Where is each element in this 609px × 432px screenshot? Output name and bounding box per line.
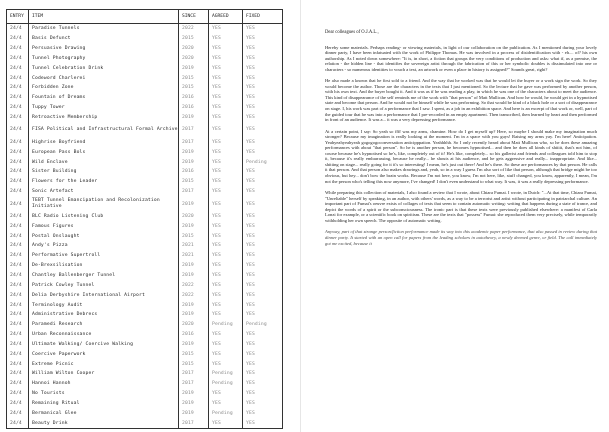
letter-paragraph-4: While preparing this collection of materials, I also found a review that I wrote, about Chiara Fumai. I wrote, in Dutch: "...At that time, Chiara Fumai, "Unreliable" herself by speaking, in an author, with others' words, as a way to be a terrorist and artist without participating in patriarchal culture. An important part of Fumai's oeuvre exists of collages of texts that seem to contain automatic writing: writing that happens during a state of trance, and depict the words of a spirit or the subconsciousness. The ironic part is that these texts were previously published elsewhere: a manifest of Carla Lonzi for example, or a scientific book on spiritism. These are the texts that "possess" Fumai: she reproduced them very precisely, while temporarily withholding her own speech. The opposite of automatic writing.	[325, 190, 597, 223]
cell-agreed: YES	[209, 221, 243, 231]
cell-fixed: YES	[246, 332, 255, 338]
cell-item: Ultimate Walking/ Coercive Walking	[29, 339, 179, 349]
cell-item: Administrative Debrecs	[29, 310, 179, 320]
cell-fixed: Pending	[246, 322, 267, 328]
cell-item: Extreme Picnic	[29, 359, 179, 369]
cell-entry: 24/4	[7, 310, 29, 320]
cell-entry: 24/4	[7, 167, 29, 177]
cell-entry: 24/4	[7, 261, 29, 271]
cell-agreed: YES	[209, 122, 243, 137]
cell-entry: 24/4	[7, 349, 29, 359]
table-row	[7, 339, 282, 349]
cell-since: 2022	[179, 24, 209, 34]
cell-fixed: YES	[246, 371, 255, 377]
table-row	[7, 103, 282, 113]
cell-fixed: YES	[246, 127, 255, 133]
cell-entry: 24/4	[7, 187, 29, 197]
cell-entry: 24/4	[7, 418, 29, 428]
cell-item: Persuasive Drawing	[29, 44, 179, 54]
cell-fixed: YES	[246, 105, 255, 111]
cell-entry: 24/4	[7, 251, 29, 261]
cell-fixed: YES	[246, 233, 255, 239]
cell-agreed: YES	[209, 103, 243, 113]
cell-entry: 24/4	[7, 280, 29, 290]
cell-fixed: YES	[246, 253, 255, 259]
cell-agreed: YES	[209, 290, 243, 300]
header-since: SINCE	[179, 10, 209, 23]
table-row	[7, 418, 282, 428]
cell-entry: 24/4	[7, 34, 29, 44]
cell-entry: 24/4	[7, 103, 29, 113]
header-item: ITEM	[29, 10, 179, 23]
cell-fixed: YES	[246, 149, 255, 155]
cell-fixed: YES	[246, 351, 255, 357]
cell-item: Retroactive Membership	[29, 113, 179, 123]
cell-item: Paramedi Research	[29, 320, 179, 330]
cell-since: 2017	[179, 187, 209, 197]
table-row	[7, 231, 282, 241]
table-row	[7, 24, 282, 34]
cell-since: 2020	[179, 212, 209, 222]
cell-fixed: YES	[246, 26, 255, 32]
cell-item: Andy's Pizza	[29, 241, 179, 251]
table-row	[7, 122, 282, 137]
cell-fixed: YES	[246, 400, 255, 406]
table-row	[7, 167, 282, 177]
letter-paragraph-1: Hereby some materials. Perhaps reading- or viewing materials, in light of our collaboration on the publication. As I mentioned during your lovely dinner party, I have been infatuated with the work of Philippe Thomas. He was involved in a process of disidentification with - eh.... of? his own authorship. As I noted down somewhere: "It is, in short, a fiction that groups the very conditions of production and asks: what if, as a premise, the relation - the hidden line - that identifies the sovereign artist through the fabrication of this or her symbolic doubles is dissimulated into one or characters - so numerous identities to vouch a text, an artwork or even a place in history is assigned?" Sounds great, right?	[325, 44, 597, 72]
cell-fixed: YES	[246, 179, 255, 185]
table-row	[7, 34, 282, 44]
letter-body	[325, 30, 597, 252]
cell-entry: 24/4	[7, 300, 29, 310]
cell-entry: 24/4	[7, 330, 29, 340]
cell-fixed: YES	[246, 410, 255, 416]
cell-entry: 24/4	[7, 231, 29, 241]
table-row	[7, 290, 282, 300]
cell-item: Basis Defunct	[29, 34, 179, 44]
cell-since: 2017	[179, 379, 209, 389]
cell-entry: 24/4	[7, 24, 29, 34]
table-row	[7, 280, 282, 290]
cell-fixed: YES	[246, 420, 255, 426]
cell-entry: 24/4	[7, 177, 29, 187]
table-row	[7, 73, 282, 83]
cell-item: Highrise Boyfriend	[29, 137, 179, 147]
cell-entry: 24/4	[7, 137, 29, 147]
cell-entry: 24/4	[7, 271, 29, 281]
cell-entry: 24/4	[7, 93, 29, 103]
cell-item: Forbidden Zone	[29, 83, 179, 93]
table-row	[7, 44, 282, 54]
cell-agreed: YES	[209, 399, 243, 409]
cell-item: Paradise Tunnels	[29, 24, 179, 34]
cell-entry: 24/4	[7, 339, 29, 349]
table-row	[7, 157, 282, 167]
table-row	[7, 187, 282, 197]
table-row	[7, 389, 282, 399]
cell-entry: 24/4	[7, 147, 29, 157]
table-row	[7, 93, 282, 103]
cell-since: 2015	[179, 359, 209, 369]
cell-since: 2019	[179, 408, 209, 418]
cell-agreed: YES	[209, 280, 243, 290]
cell-agreed: YES	[209, 251, 243, 261]
cell-fixed: YES	[246, 55, 255, 61]
cell-fixed: YES	[246, 201, 255, 207]
cell-item: Codeword Charlerei	[29, 73, 179, 83]
cell-entry: 24/4	[7, 54, 29, 64]
cell-fixed: YES	[246, 213, 255, 219]
cell-entry: 24/4	[7, 399, 29, 409]
cell-since: 2015	[179, 73, 209, 83]
cell-agreed: YES	[209, 241, 243, 251]
cell-item: Urban Reconnaissance	[29, 330, 179, 340]
table-row	[7, 212, 282, 222]
header-agreed: AGREED	[209, 10, 243, 23]
cell-since: 2019	[179, 339, 209, 349]
cell-item: Postal Onslaught	[29, 231, 179, 241]
cell-item: FISA Political and Infrastructural Formal Archive	[29, 122, 179, 137]
cell-fixed: YES	[246, 46, 255, 52]
cell-item: Terminology Audit	[29, 300, 179, 310]
cell-item: Fountain of Dreams	[29, 93, 179, 103]
cell-since: 2019	[179, 399, 209, 409]
cell-since: 2022	[179, 290, 209, 300]
cell-since: 2020	[179, 54, 209, 64]
cell-since: 2015	[179, 83, 209, 93]
cell-agreed: Pending	[209, 408, 243, 418]
cell-item: Coercive Paperwork	[29, 349, 179, 359]
cell-item: Performative Supertroll	[29, 251, 179, 261]
cell-item: Tuppy Tower	[29, 103, 179, 113]
table-row	[7, 399, 282, 409]
cell-fixed: YES	[246, 85, 255, 91]
ledger-body	[7, 24, 282, 428]
cell-item: Bermanical Glee	[29, 408, 179, 418]
letter-paragraph-2: He also made a known that he first sold to a friend. And the way that he worked was that he would let the buyer or a work sign the work. So they would become the author. Those are the characters in the texts that I just mentioned. So the lecture that he gave was performed by another person, with his own text. And the buyer bought it. And it was as if he was reading a play, in which he was one of the characters about to meet the audience. This kind of disappearance of the self reminds me of the work with "that person" of Matt Mullican. And how he would, he would get in a hypnotised state and become that person. And he would not be himself while he was performing. So that would be kind of a black hole or a sort of disappearance on stage. I, his work was part of a performance that I saw. I spent, as a job in an exhibition space. And here is an excerpt of that work or, well, part of the guided tour that he was into a performance that I pre-recorded in an empty apartment. Then transcribed, then learned by heart and then performed in front of an audience. It was a... it was a very depressing performance.	[325, 78, 597, 123]
table-row	[7, 359, 282, 369]
header-fixed: FIXED	[246, 14, 260, 19]
cell-entry: 24/4	[7, 113, 29, 123]
cell-fixed: Pending	[246, 159, 267, 165]
cell-since: 2016	[179, 93, 209, 103]
letter-paragraph-3: At a certain point, I say: So yeah so ffff was my arms, chamine. How do I get myself up? Here, so maybe I should make my imagination much stronger? Because my imagination is really looking at the moment. I'm in a space with you guys! Raising my arms yay. I'm here! Anticipation. Yeahyeahyeahyeah gogogogoconversation anticipppation. Yeahhhhh. So I only recently heard about Matt Mullican who, so he does these amazing performances with about "that person". So he is another person, he becomes hypnotised... and then he does all kinds of shiiiit, that's not him, of course because he's hypnotised so he's, like, completely out of it! He's like, completely... so his gallerist and friends and colleagues told him to stop it, because it's really embarrassing, because he really... he shouts at his audience, and he gets aggressive and really... inappropriate. And like... shitting on stage... really going for it it's so interesting! I mean, he's just out there! And he's there. So these are performances by that person. He calls it that person. And that person also makes drawings and, yeah, so in a way I guess I'm also sort of like that person, although that bridge might be too obvious, but hey... don't bow the brain works. Because I'm not here, you know, I'm not here, like, stuff changed, you know, apparently, I mean, I'm not the person who's telling this now anymore, I've changed! I don't even understand to what way. It was, it was a really depressing performance.	[325, 128, 597, 184]
cell-agreed: YES	[209, 231, 243, 241]
table-row	[7, 300, 282, 310]
cell-item: Delia Derbyshire International Airport	[29, 290, 179, 300]
cell-fixed: YES	[246, 272, 255, 278]
cell-item: Flowers for the Leader	[29, 177, 179, 187]
cell-agreed: Pending	[209, 320, 243, 330]
ledger-table	[6, 9, 283, 429]
cell-agreed: YES	[209, 349, 243, 359]
cell-item: Famous Figures	[29, 221, 179, 231]
cell-agreed: YES	[209, 187, 243, 197]
cell-fixed: YES	[246, 302, 255, 308]
cell-fixed: YES	[246, 75, 255, 81]
cell-fixed: YES	[246, 263, 255, 269]
cell-fixed: YES	[246, 292, 255, 298]
table-row	[7, 241, 282, 251]
cell-entry: 24/4	[7, 389, 29, 399]
cell-since: 2021	[179, 251, 209, 261]
table-row	[7, 330, 282, 340]
table-row	[7, 113, 282, 123]
cell-since: 2017	[179, 137, 209, 147]
cell-entry: 24/4	[7, 44, 29, 54]
table-row	[7, 261, 282, 271]
cell-entry: 24/4	[7, 379, 29, 389]
cell-since: 2019	[179, 63, 209, 73]
cell-agreed: YES	[209, 177, 243, 187]
cell-item: Sister Building	[29, 167, 179, 177]
right-page	[305, 0, 609, 432]
cell-agreed: YES	[209, 212, 243, 222]
cell-agreed: YES	[209, 54, 243, 64]
cell-since: 2019	[179, 271, 209, 281]
cell-item: Tunnel Celebration Drink	[29, 63, 179, 73]
cell-agreed: YES	[209, 300, 243, 310]
cell-since: 2017	[179, 369, 209, 379]
table-row	[7, 349, 282, 359]
cell-agreed: YES	[209, 418, 243, 428]
cell-agreed: YES	[209, 310, 243, 320]
cell-item: Beauty Drink	[29, 418, 179, 428]
cell-entry: 24/4	[7, 122, 29, 137]
cell-since: 2019	[179, 157, 209, 167]
cell-fixed: YES	[246, 391, 255, 397]
cell-fixed: YES	[246, 65, 255, 71]
cell-item: BLC Radio Listening Club	[29, 212, 179, 222]
cell-since: 2019	[179, 147, 209, 157]
cell-since: 2022	[179, 280, 209, 290]
cell-fixed: YES	[246, 361, 255, 367]
cell-entry: 24/4	[7, 290, 29, 300]
table-row	[7, 197, 282, 212]
cell-agreed: YES	[209, 359, 243, 369]
cell-agreed: YES	[209, 147, 243, 157]
cell-agreed: YES	[209, 339, 243, 349]
cell-agreed: YES	[209, 157, 243, 167]
cell-since: 2019	[179, 197, 209, 212]
table-row	[7, 54, 282, 64]
cell-since: 2019	[179, 300, 209, 310]
cell-fixed: YES	[246, 115, 255, 121]
cell-agreed: YES	[209, 24, 243, 34]
cell-entry: 24/4	[7, 63, 29, 73]
cell-agreed: YES	[209, 44, 243, 54]
cell-agreed: YES	[209, 93, 243, 103]
cell-fixed: YES	[246, 95, 255, 101]
cell-fixed: YES	[246, 139, 255, 145]
cell-item: Patrick Cowley Tunnel	[29, 280, 179, 290]
cell-agreed: YES	[209, 63, 243, 73]
cell-agreed: YES	[209, 73, 243, 83]
cell-since: 2019	[179, 389, 209, 399]
table-row	[7, 369, 282, 379]
cell-since: 2015	[179, 349, 209, 359]
cell-item: TEBT Tunnel Emancipation and Recolonization Initiative	[29, 197, 179, 212]
cell-agreed: YES	[209, 261, 243, 271]
cell-agreed: YES	[209, 34, 243, 44]
cell-entry: 24/4	[7, 83, 29, 93]
cell-since: 2019	[179, 221, 209, 231]
cell-fixed: YES	[246, 243, 255, 249]
cell-agreed: YES	[209, 271, 243, 281]
cell-agreed: YES	[209, 83, 243, 93]
cell-fixed: YES	[246, 36, 255, 42]
table-row	[7, 177, 282, 187]
cell-item: Remaining Ritual	[29, 399, 179, 409]
table-row	[7, 221, 282, 231]
cell-fixed: YES	[246, 189, 255, 195]
table-row	[7, 137, 282, 147]
cell-entry: 24/4	[7, 197, 29, 212]
cell-since: 2020	[179, 320, 209, 330]
table-row	[7, 379, 282, 389]
cell-item: Chantley Ballenberger Tunnel	[29, 271, 179, 281]
cell-since: 2016	[179, 103, 209, 113]
cell-item: No Tourists	[29, 389, 179, 399]
table-row	[7, 63, 282, 73]
cell-item: Hannoi Hannoh	[29, 379, 179, 389]
cell-fixed: YES	[246, 381, 255, 387]
cell-item: De-Brexsilisation	[29, 261, 179, 271]
cell-item: Sonic Artefact	[29, 187, 179, 197]
table-row	[7, 310, 282, 320]
left-page	[0, 0, 301, 432]
table-row	[7, 147, 282, 157]
cell-fixed: YES	[246, 169, 255, 175]
cell-entry: 24/4	[7, 212, 29, 222]
cell-entry: 24/4	[7, 73, 29, 83]
cell-since: 2016	[179, 167, 209, 177]
cell-item: William Wilton Cooper	[29, 369, 179, 379]
cell-entry: 24/4	[7, 320, 29, 330]
cell-since: 2016	[179, 330, 209, 340]
letter-salutation: Dear colleagues of O.J.A.L.,	[325, 30, 379, 35]
cell-fixed: YES	[246, 223, 255, 229]
cell-agreed: Pending	[209, 369, 243, 379]
cell-since: 2015	[179, 231, 209, 241]
cell-entry: 24/4	[7, 221, 29, 231]
cell-entry: 24/4	[7, 241, 29, 251]
cell-item: European Pass Bols	[29, 147, 179, 157]
cell-since: 2019	[179, 261, 209, 271]
cell-agreed: YES	[209, 197, 243, 212]
cell-item: Tunnel Photography	[29, 54, 179, 64]
cell-since: 2015	[179, 177, 209, 187]
cell-item: Wild Enclave	[29, 157, 179, 167]
cell-fixed: YES	[246, 341, 255, 347]
cell-since: 2017	[179, 122, 209, 137]
cell-entry: 24/4	[7, 157, 29, 167]
cell-agreed: YES	[209, 167, 243, 177]
table-row	[7, 408, 282, 418]
cell-entry: 24/4	[7, 359, 29, 369]
cell-agreed: YES	[209, 137, 243, 147]
cell-entry: 24/4	[7, 369, 29, 379]
cell-fixed: YES	[246, 312, 255, 318]
table-row	[7, 251, 282, 261]
ledger-header-row	[7, 10, 282, 24]
table-row	[7, 271, 282, 281]
cell-since: 2019	[179, 310, 209, 320]
cell-since: 2015	[179, 34, 209, 44]
cell-agreed: YES	[209, 330, 243, 340]
cell-since: 2020	[179, 44, 209, 54]
cell-since: 2021	[179, 241, 209, 251]
cell-since: 2017	[179, 418, 209, 428]
cell-entry: 24/4	[7, 408, 29, 418]
letter-paragraph-5: Anyway, part of that strange person/fiction performance made its way into this academic paper performance, that also passed in review during that dinner party. It started with an open call for papers from the leading scholars in autotheory, a newly deemed genre, or field. The call immediately got me excited, because it	[325, 229, 597, 246]
table-row	[7, 320, 282, 330]
cell-agreed: YES	[209, 113, 243, 123]
cell-since: 2019	[179, 113, 209, 123]
cell-fixed: YES	[246, 282, 255, 288]
header-entry: ENTRY	[7, 10, 29, 23]
table-row	[7, 83, 282, 93]
cell-agreed: YES	[209, 389, 243, 399]
cell-agreed: Pending	[209, 379, 243, 389]
